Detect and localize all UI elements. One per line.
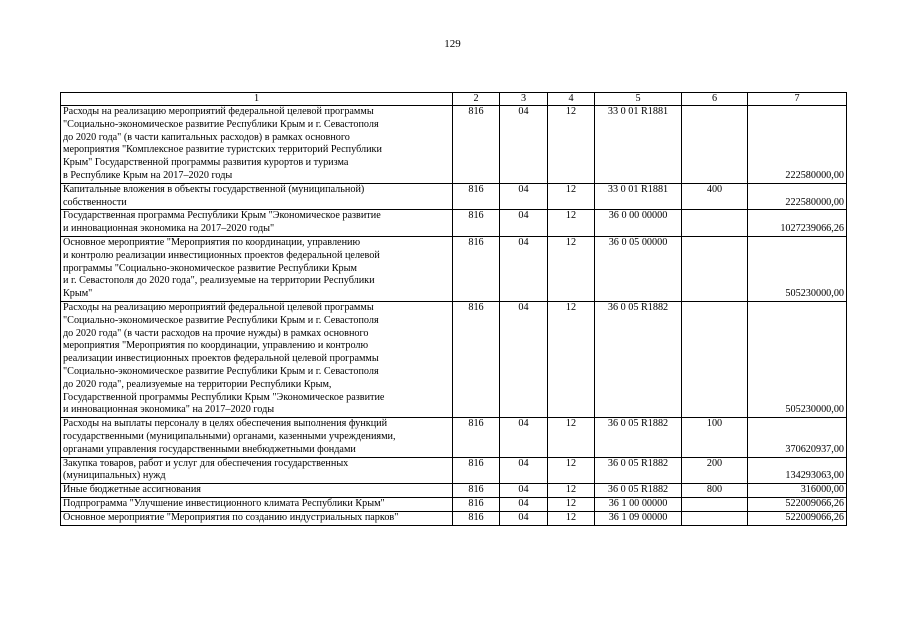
row-name-cell <box>61 418 453 457</box>
row-name-cell <box>61 457 453 484</box>
row-name-text: Расходы на выплаты персоналу в целях обеспечения выполнения функций государственными (муниципальными) органами, казенными учреждениями, органами управления государственными внебюджетными фондами <box>63 418 396 455</box>
section-code-cell: 04 <box>500 236 548 301</box>
ministry-code-cell: 816 <box>453 497 500 511</box>
expense-type-cell: 200 <box>682 457 748 484</box>
subsection-code-cell: 12 <box>548 484 595 498</box>
subsection-code-cell: 12 <box>548 511 595 525</box>
table-row <box>61 497 847 511</box>
ministry-code-cell: 816 <box>453 183 500 210</box>
ministry-code-cell: 816 <box>453 511 500 525</box>
target-article-cell: 33 0 01 R1881 <box>595 183 682 210</box>
subsection-code-cell: 12 <box>548 183 595 210</box>
amount-cell: 316000,00 <box>748 484 847 498</box>
row-name-cell <box>61 497 453 511</box>
target-article-cell: 36 0 05 R1882 <box>595 484 682 498</box>
row-name-cell <box>61 210 453 237</box>
subsection-code-cell: 12 <box>548 457 595 484</box>
budget-table <box>60 92 847 526</box>
row-name-text: Закупка товаров, работ и услуг для обеспечения государственных (муниципальных) нужд <box>63 457 349 482</box>
table-row <box>61 457 847 484</box>
column-header: 3 <box>500 93 548 106</box>
subsection-code-cell: 12 <box>548 418 595 457</box>
table-row <box>61 106 847 184</box>
section-code-cell: 04 <box>500 497 548 511</box>
column-header: 7 <box>748 93 847 106</box>
row-name-cell <box>61 484 453 498</box>
ministry-code-cell: 816 <box>453 236 500 301</box>
column-header: 2 <box>453 93 500 106</box>
target-article-cell: 36 0 05 00000 <box>595 236 682 301</box>
row-name-text: Расходы на реализацию мероприятий федеральной целевой программы "Социально-экономическое развитие Республики Крым и г. Севастополя до 2020 года" (в части расходов на прочие нужды) в рамках основного мероприятия "Мероприятия по координации, управлению и контролю реализации инвестиционных проектов федеральной целевой программы "Социально-экономическое развитие Республики Крым и г. Севастополя до 2020 года", реализуемые на территории Республики Крым, Государственной программы Республики Крым "Экономическое развитие и инновационная экономика" на 2017–2020 годы <box>63 301 385 416</box>
table-row <box>61 236 847 301</box>
ministry-code-cell: 816 <box>453 301 500 417</box>
ministry-code-cell: 816 <box>453 457 500 484</box>
page-number: 129 <box>444 38 461 50</box>
amount-cell: 134293063,00 <box>748 457 847 484</box>
amount-cell: 505230000,00 <box>748 236 847 301</box>
expense-type-cell <box>682 301 748 417</box>
section-code-cell: 04 <box>500 511 548 525</box>
row-name-text: Подпрограмма "Улучшение инвестиционного климата Республики Крым" <box>63 497 385 509</box>
expense-type-cell <box>682 210 748 237</box>
amount-cell: 222580000,00 <box>748 183 847 210</box>
table-row <box>61 301 847 417</box>
subsection-code-cell: 12 <box>548 301 595 417</box>
column-header: 4 <box>548 93 595 106</box>
section-code-cell: 04 <box>500 106 548 184</box>
section-code-cell: 04 <box>500 301 548 417</box>
ministry-code-cell: 816 <box>453 106 500 184</box>
ministry-code-cell: 816 <box>453 484 500 498</box>
row-name-text: Основное мероприятие "Мероприятия по координации, управлению и контролю реализации инвестиционных проектов федеральной целевой программы "Социально-экономическое развитие Республики Крым и г. Севастополя до 2020 года", реализуемые на территории Республики Крым" <box>63 236 380 300</box>
expense-type-cell <box>682 497 748 511</box>
row-name-text: Расходы на реализацию мероприятий федеральной целевой программы "Социально-экономическое развитие Республики Крым и г. Севастополя до 2020 года" (в части капитальных расходов) в рамках основного мероприятия "Комплексное развитие туристских территорий Республики Крым" Государственной программы развития курортов и туризма в Республике Крым на 2017–2020 годы <box>63 106 382 181</box>
expense-type-cell: 100 <box>682 418 748 457</box>
expense-type-cell <box>682 511 748 525</box>
subsection-code-cell: 12 <box>548 497 595 511</box>
amount-cell: 370620937,00 <box>748 418 847 457</box>
target-article-cell: 36 0 05 R1882 <box>595 457 682 484</box>
row-name-cell <box>61 236 453 301</box>
target-article-cell: 36 1 00 00000 <box>595 497 682 511</box>
amount-cell: 522009066,26 <box>748 511 847 525</box>
row-name-cell <box>61 183 453 210</box>
subsection-code-cell: 12 <box>548 210 595 237</box>
ministry-code-cell: 816 <box>453 210 500 237</box>
amount-cell: 522009066,26 <box>748 497 847 511</box>
table-header-row <box>61 93 847 106</box>
table-row <box>61 484 847 498</box>
row-name-cell <box>61 301 453 417</box>
column-header: 5 <box>595 93 682 106</box>
row-name-cell <box>61 106 453 184</box>
amount-cell: 505230000,00 <box>748 301 847 417</box>
table-row <box>61 183 847 210</box>
target-article-cell: 36 0 00 00000 <box>595 210 682 237</box>
row-name-cell <box>61 511 453 525</box>
table-row <box>61 418 847 457</box>
section-code-cell: 04 <box>500 210 548 237</box>
table-row <box>61 511 847 525</box>
amount-cell: 1027239066,26 <box>748 210 847 237</box>
column-header: 1 <box>61 93 453 106</box>
row-name-text: Капитальные вложения в объекты государственной (муниципальной) собственности <box>63 183 365 208</box>
section-code-cell: 04 <box>500 418 548 457</box>
column-header: 6 <box>682 93 748 106</box>
target-article-cell: 36 0 05 R1882 <box>595 418 682 457</box>
expense-type-cell <box>682 236 748 301</box>
expense-type-cell: 400 <box>682 183 748 210</box>
target-article-cell: 36 1 09 00000 <box>595 511 682 525</box>
expense-type-cell <box>682 106 748 184</box>
amount-cell: 222580000,00 <box>748 106 847 184</box>
target-article-cell: 36 0 05 R1882 <box>595 301 682 417</box>
row-name-text: Иные бюджетные ассигнования <box>63 484 201 496</box>
section-code-cell: 04 <box>500 183 548 210</box>
expense-type-cell: 800 <box>682 484 748 498</box>
section-code-cell: 04 <box>500 457 548 484</box>
subsection-code-cell: 12 <box>548 106 595 184</box>
section-code-cell: 04 <box>500 484 548 498</box>
target-article-cell: 33 0 01 R1881 <box>595 106 682 184</box>
subsection-code-cell: 12 <box>548 236 595 301</box>
ministry-code-cell: 816 <box>453 418 500 457</box>
table-row <box>61 210 847 237</box>
row-name-text: Государственная программа Республики Крым "Экономическое развитие и инновационная экономика на 2017–2020 годы" <box>63 210 381 235</box>
row-name-text: Основное мероприятие "Мероприятия по созданию индустриальных парков" <box>63 511 399 523</box>
